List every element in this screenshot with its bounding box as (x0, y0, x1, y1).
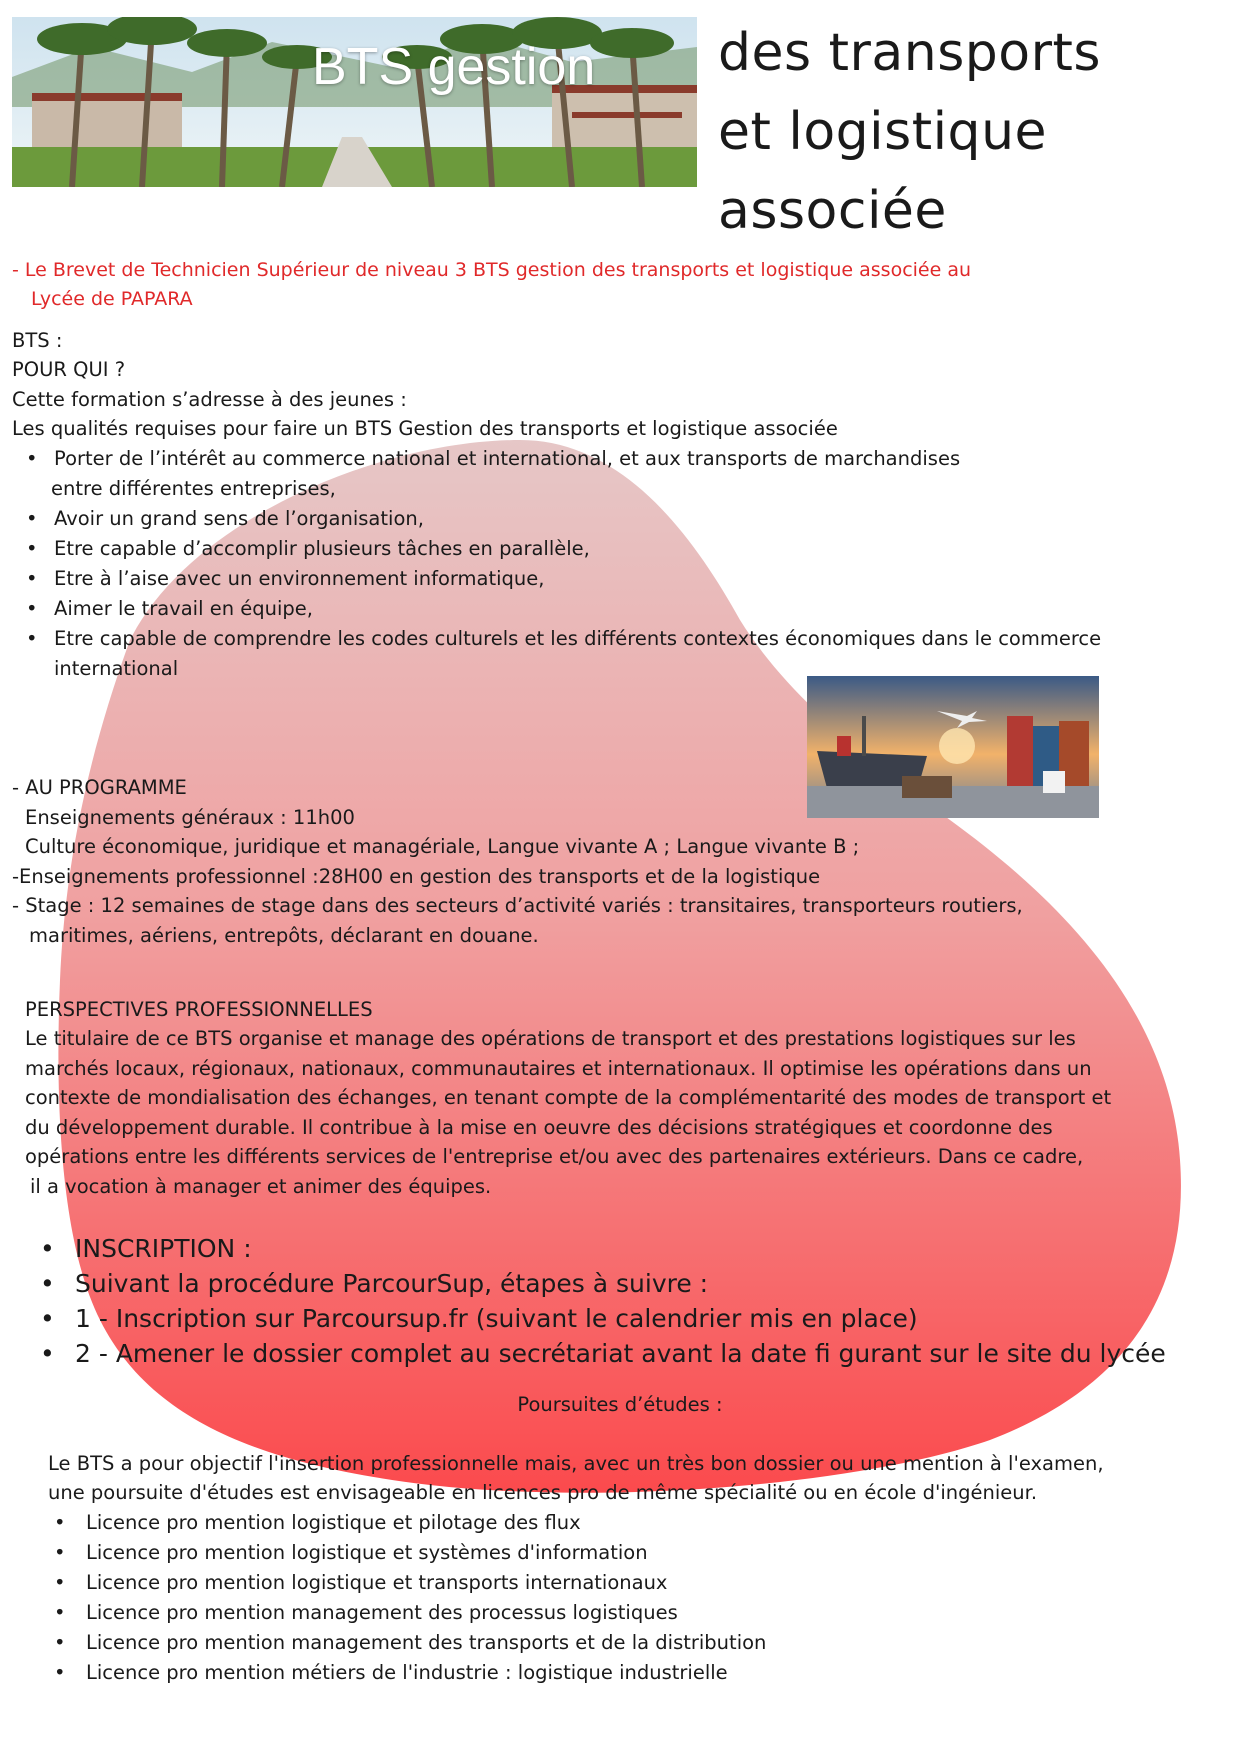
list-item: • Licence pro mention logistique et pilotage des flux (0, 1508, 766, 1538)
qualites-text: Les qualités requises pour faire un BTS Gestion des transports et logistique associée (12, 417, 838, 440)
list-item: • Licence pro mention métiers de l'industrie : logistique industrielle (0, 1658, 766, 1688)
list-item: • Licence pro mention logistique et transports internationaux (0, 1568, 766, 1598)
list-item: • Aimer le travail en équipe, (12, 594, 1101, 624)
perspectives-line: il a vocation à manager et animer des équipes. (30, 1175, 492, 1198)
campus-photo (12, 17, 697, 187)
programme-heading: - AU PROGRAMME (12, 776, 187, 799)
programme-stage-cont: maritimes, aériens, entrepôts, déclarant en douane. (29, 924, 539, 947)
hero-title: BTS gestion (312, 38, 596, 96)
list-item: • Porter de l’intérêt au commerce national et international, et aux transports de marchandises entre différentes entreprises, (12, 444, 1101, 504)
perspectives-line: contexte de mondialisation des échanges, en tenant compte de la complémentarité des modes de transport et (25, 1086, 1112, 1109)
inscription-list (12, 1231, 1166, 1371)
list-item: • Suivant la procédure ParcourSup, étapes à suivre : (12, 1266, 1166, 1301)
programme-stage: - Stage : 12 semaines de stage dans des secteurs d’activité variés : transitaires, transporteurs routiers, (12, 894, 1023, 917)
intro-line: Lycée de PAPARA (31, 288, 193, 310)
title-line: des transports (718, 23, 1101, 83)
perspectives-heading: PERSPECTIVES PROFESSIONNELLES (25, 998, 373, 1021)
poursuites-text: Le BTS a pour objectif l'insertion professionnelle mais, avec un très bon dossier ou une mention à l'examen, (48, 1452, 1104, 1475)
intro-line: - Le Brevet de Technicien Supérieur de niveau 3 BTS gestion des transports et logistique associée au (12, 259, 972, 281)
title-line: associée (718, 181, 947, 241)
perspectives-line: du développement durable. Il contribue à la mise en oeuvre des décisions stratégiques et coordonne des (25, 1116, 1053, 1139)
list-item: • Etre à l’aise avec un environnement informatique, (12, 564, 1101, 594)
qualites-list (12, 444, 1101, 684)
list-item: • Etre capable d’accomplir plusieurs tâches en parallèle, (12, 534, 1101, 564)
licences-list (0, 1508, 766, 1688)
list-item: • Licence pro mention logistique et systèmes d'information (0, 1538, 766, 1568)
programme-professionnel: -Enseignements professionnel :28H00 en gestion des transports et de la logistique (12, 865, 821, 888)
list-item: • 1 - Inscription sur Parcoursup.fr (suivant le calendrier mis en place) (12, 1301, 1166, 1336)
perspectives-line: opérations entre les différents services de l'entreprise et/ou avec des partenaires extérieurs. Dans ce cadre, (25, 1145, 1084, 1168)
poursuites-text: une poursuite d'études est envisageable en licences pro de même spécialité ou en école d'ingénieur. (48, 1481, 1038, 1504)
title-line: et logistique (718, 102, 1048, 162)
programme-generaux: Enseignements généraux : 11h00 (25, 806, 355, 829)
list-item: • Avoir un grand sens de l’organisation, (12, 504, 1101, 534)
intro-text (12, 256, 971, 314)
list-item: • Etre capable de comprendre les codes culturels et les différents contextes économiques dans le commerce international (12, 624, 1101, 684)
bts-label: BTS : (12, 329, 63, 352)
list-item: • Licence pro mention management des processus logistiques (0, 1598, 766, 1628)
poursuites-heading: Poursuites d’études : (517, 1393, 723, 1416)
logistics-photo (807, 676, 1099, 818)
perspectives-line: marchés locaux, régionaux, nationaux, communautaires et internationaux. Il optimise les opérations dans un (25, 1057, 1092, 1080)
list-item: • INSCRIPTION : (12, 1231, 1166, 1266)
pour-qui-heading: POUR QUI ? (12, 358, 126, 381)
page-title (718, 14, 1101, 251)
logistics-illustration (807, 676, 1099, 818)
list-item: • Licence pro mention management des transports et de la distribution (0, 1628, 766, 1658)
programme-culture: Culture économique, juridique et managériale, Langue vivante A ; Langue vivante B ; (25, 835, 860, 858)
list-item: • 2 - Amener le dossier complet au secrétariat avant la date fi gurant sur le site du lycée (12, 1336, 1166, 1371)
perspectives-line: Le titulaire de ce BTS organise et manage des opérations de transport et des prestations logistiques sur les (25, 1027, 1076, 1050)
adresse-text: Cette formation s’adresse à des jeunes : (12, 388, 407, 411)
